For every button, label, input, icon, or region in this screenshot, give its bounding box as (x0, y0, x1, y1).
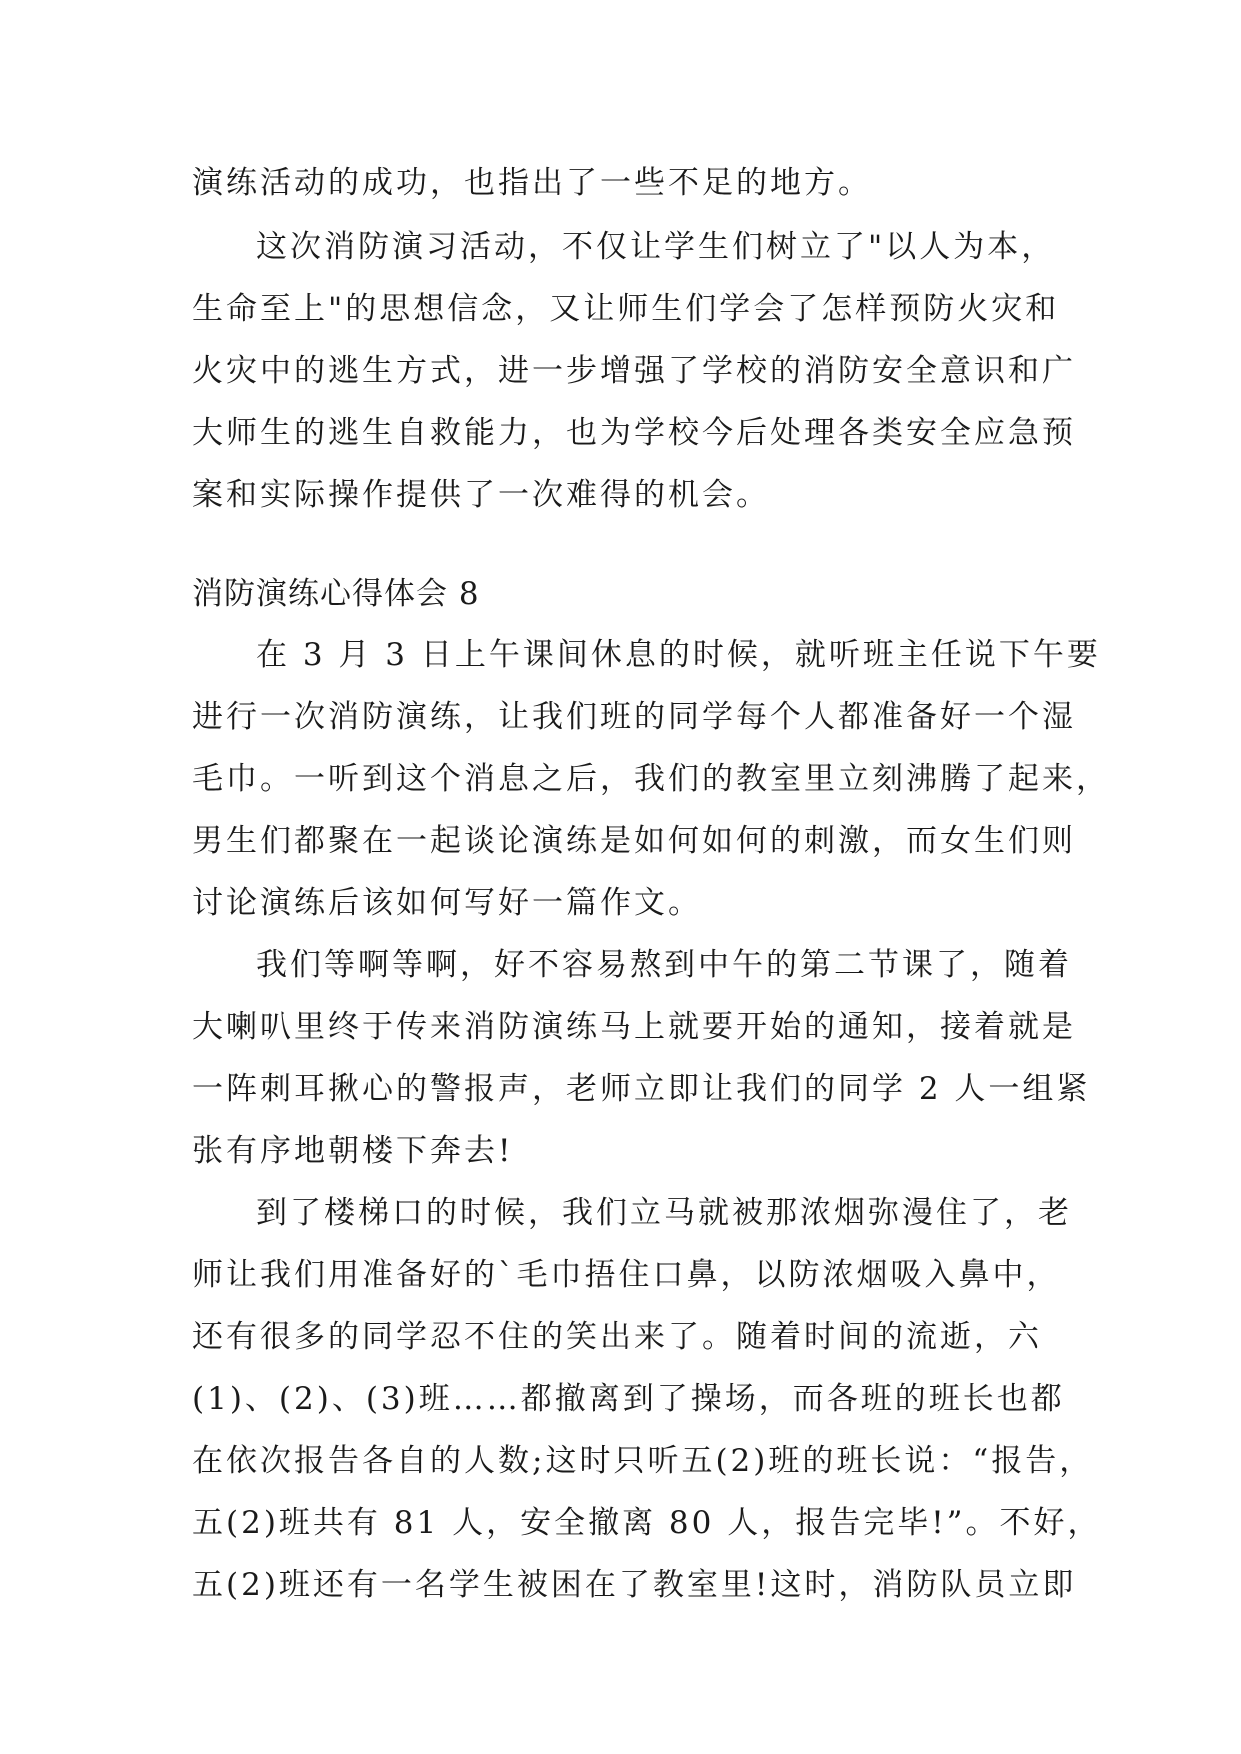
text-line: 还有很多的同学忍不住的笑出来了。随着时间的流逝，六 (192, 1319, 1042, 1355)
text-line: 五(2)班共有 81 人，安全撤离 80 人，报告完毕!”。不好， (192, 1505, 1102, 1541)
text-line: 男生们都聚在一起谈论演练是如何如何的刺激，而女生们则 (192, 823, 1076, 859)
text-line: 案和实际操作提供了一次难得的机会。 (192, 477, 770, 513)
text-line: 到了楼梯口的时候，我们立马就被那浓烟弥漫住了，老 (256, 1195, 1072, 1231)
text-line: 生命至上"的思想信念，又让师生们学会了怎样预防火灾和 (192, 291, 1060, 327)
text-line: 毛巾。一听到这个消息之后，我们的教室里立刻沸腾了起来， (192, 761, 1110, 797)
text-line: 大喇叭里终于传来消防演练马上就要开始的通知，接着就是 (192, 1009, 1076, 1045)
text-line: 这次消防演习活动，不仅让学生们树立了"以人为本， (256, 229, 1056, 265)
text-line: 五(2)班还有一名学生被困在了教室里!这时，消防队员立即 (192, 1567, 1077, 1603)
text-line: 火灾中的逃生方式，进一步增强了学校的消防安全意识和广 (192, 353, 1076, 389)
text-line: 大师生的逃生自救能力，也为学校今后处理各类安全应急预 (192, 415, 1076, 451)
text-line: 讨论演练后该如何写好一篇作文。 (192, 885, 702, 921)
text-line: 在依次报告各自的人数;这时只听五(2)班的班长说：“报告， (192, 1443, 1094, 1479)
text-line: (1)、(2)、(3)班……都撤离到了操场，而各班的班长也都 (192, 1381, 1065, 1417)
section-heading: 消防演练心得体会 8 (192, 576, 480, 612)
text-line: 在 3 月 3 日上午课间休息的时候，就听班主任说下午要 (256, 637, 1101, 673)
text-line: 一阵刺耳揪心的警报声，老师立即让我们的同学 2 人一组紧 (192, 1071, 1091, 1107)
text-line: 演练活动的成功，也指出了一些不足的地方。 (192, 165, 872, 201)
text-line: 我们等啊等啊，好不容易熬到中午的第二节课了，随着 (256, 947, 1072, 983)
text-line: 进行一次消防演练，让我们班的同学每个人都准备好一个湿 (192, 699, 1076, 735)
text-line: 张有序地朝楼下奔去! (192, 1133, 514, 1169)
text-line: 师让我们用准备好的`毛巾捂住口鼻，以防浓烟吸入鼻中， (192, 1257, 1061, 1293)
